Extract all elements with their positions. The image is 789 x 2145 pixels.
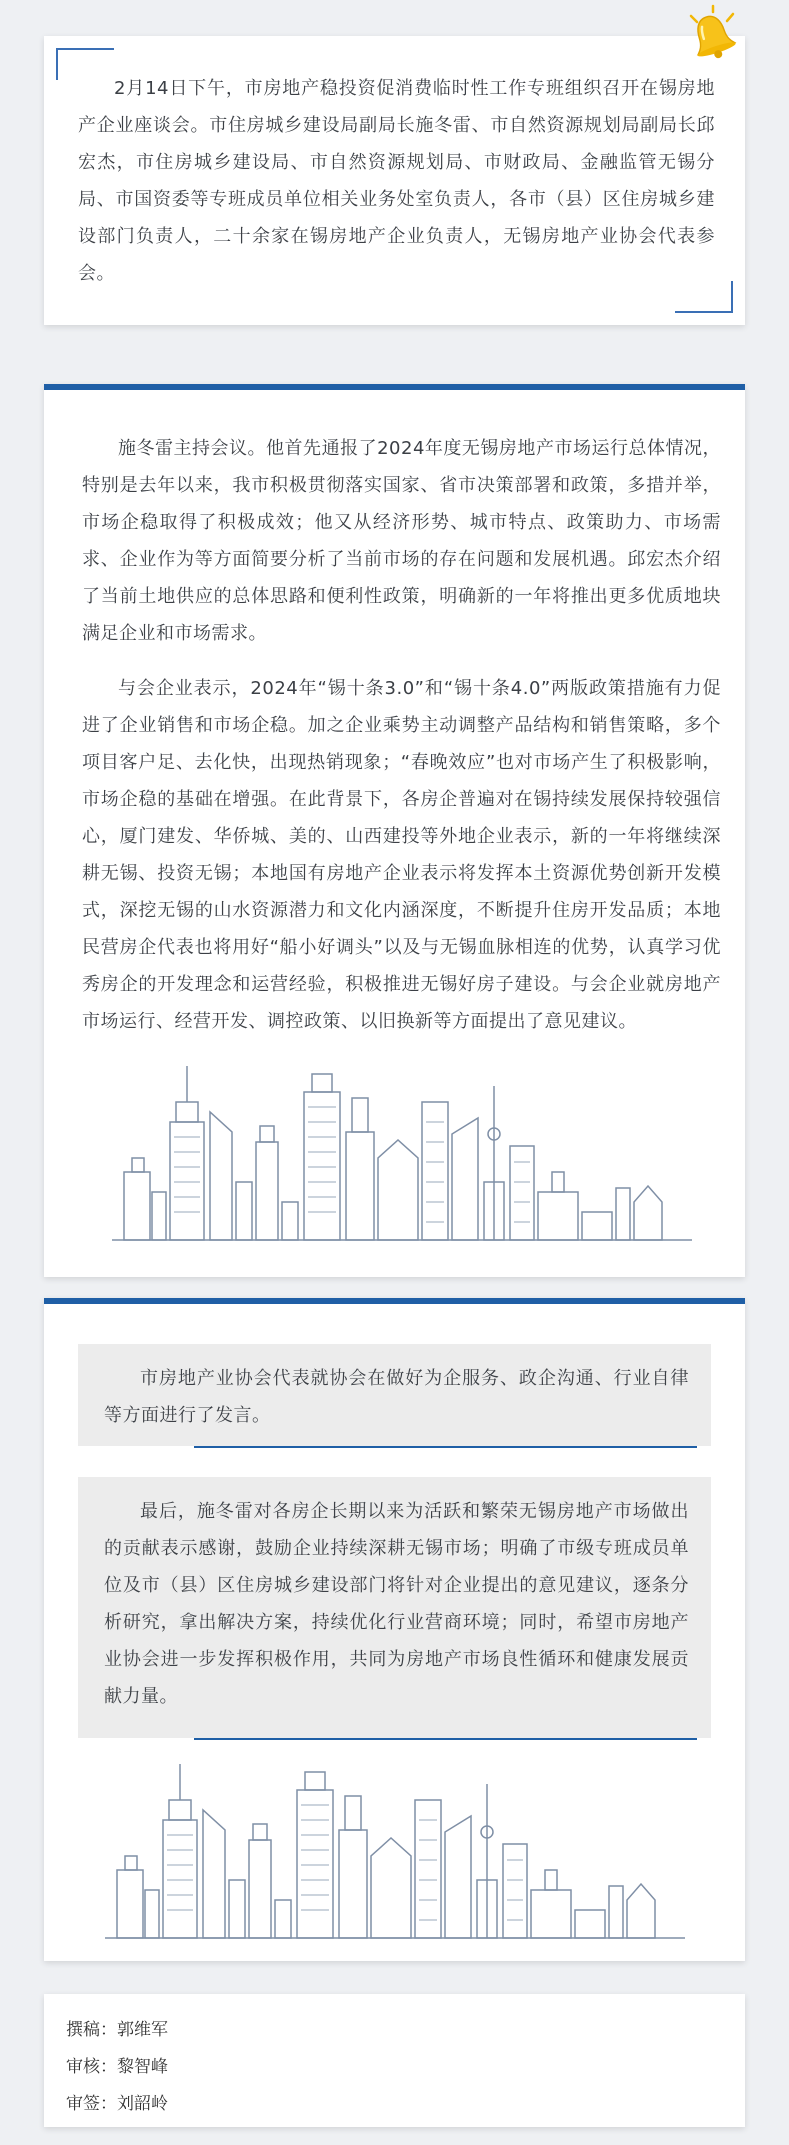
box-divider-line [194, 1446, 697, 1448]
content-card-main [44, 384, 745, 1277]
paragraph-association: 市房地产业协会代表就协会在做好为企服务、政企沟通、行业自律等方面进行了发言。 [104, 1368, 689, 1426]
paragraph-meeting-host: 施冬雷主持会议。他首先通报了2024年度无锡房地产市场运行总体情况，特别是去年以来，我市积极贯彻落实国家、省市决策部署和政策，多措并举，市场企稳取得了积极成效；他又从经济形势、城市特点、政策助力、市场需求、企业作为等方面简要分析了当前市场的存在问题和发展机遇。邱宏杰介绍了当前土地供应的总体思路和便利性政策，明确新的一年将推出更多优质地块满足企业和市场需求。 [82, 438, 721, 644]
credit-writer: 撰稿：郭维军 [66, 2020, 168, 2040]
city-skyline-illustration [95, 1760, 695, 1940]
closing-remarks-box [78, 1477, 711, 1738]
credit-approver: 审签：刘韶岭 [66, 2094, 168, 2114]
content-card-secondary [44, 1298, 745, 1961]
intro-card [44, 36, 745, 325]
city-skyline-illustration [102, 1062, 702, 1242]
association-speech-box [78, 1344, 711, 1446]
intro-paragraph: 2月14日下午，市房地产稳投资促消费临时性工作专班组织召开在锡房地产企业座谈会。市住房城乡建设局副局长施冬雷、市自然资源规划局副局长邱宏杰，市住房城乡建设局、市自然资源规划局、市财政局、金融监管无锡分局、市国资委等专班成员单位相关业务处室负责人，各市（县）区住房城乡建设部门负责人，二十余家在锡房地产企业负责人，无锡房地产业协会代表参会。 [78, 78, 715, 284]
corner-decoration-top-left [56, 48, 114, 80]
paragraph-closing: 最后，施冬雷对各房企长期以来为活跃和繁荣无锡房地产市场做出的贡献表示感谢，鼓励企业持续深耕无锡市场；明确了市级专班成员单位及市（县）区住房城乡建设部门将针对企业提出的意见建议，逐条分析研究，拿出解决方案，持续优化行业营商环境；同时，希望市房地产业协会进一步发挥积极作用，共同为房地产市场良性循环和健康发展贡献力量。 [104, 1501, 689, 1707]
credit-reviewer: 审核：黎智峰 [66, 2057, 168, 2077]
bell-icon [687, 4, 739, 64]
corner-decoration-bottom-right [675, 281, 733, 313]
paragraph-enterprises: 与会企业表示，2024年“锡十条3.0”和“锡十条4.0”两版政策措施有力促进了企业销售和市场企稳。加之企业乘势主动调整产品结构和销售策略，多个项目客户足、去化快，出现热销现象；“春晚效应”也对市场产生了积极影响，市场企稳的基础在增强。在此背景下，各房企普遍对在锡持续发展保持较强信心，厦门建发、华侨城、美的、山西建投等外地企业表示，新的一年将继续深耕无锡、投资无锡；本地国有房地产企业表示将发挥本土资源优势创新开发模式，深挖无锡的山水资源潜力和文化内涵深度，不断提升住房开发品质；本地民营房企代表也将用好“船小好调头”以及与无锡血脉相连的优势，认真学习优秀房企的开发理念和运营经验，积极推进无锡好房子建设。与会企业就房地产市场运行、经营开发、调控政策、以旧换新等方面提出了意见建议。 [82, 678, 721, 1032]
box-divider-line [194, 1738, 697, 1740]
credits-card [44, 1994, 745, 2127]
